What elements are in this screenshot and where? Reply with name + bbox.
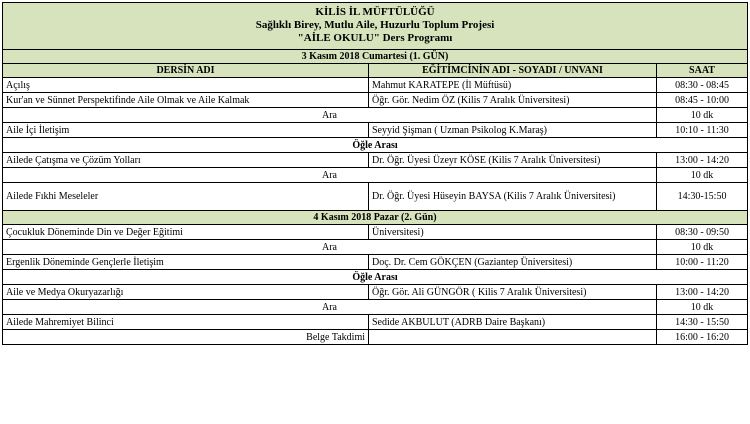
time-cell: 10:10 - 11:30 (657, 123, 748, 138)
time-cell: 08:30 - 09:50 (657, 225, 748, 240)
column-header-instructor: EĞİTİMCİNİN ADI - SOYADI / UNVANI (369, 64, 657, 78)
lesson-cell: Aile ve Medya Okuryazarlığı (3, 285, 369, 300)
time-cell: 14:30 - 15:50 (657, 315, 748, 330)
time-cell: 14:30-15:50 (657, 183, 748, 211)
break-cell: Ara (3, 300, 657, 315)
header-line1: KİLİS İL MÜFTÜLÜĞÜ (315, 6, 435, 18)
empty-cell (369, 330, 657, 345)
column-header-row (3, 64, 748, 78)
header-line2: Sağlıklı Birey, Mutlu Aile, Huzurlu Toplum Projesi (255, 19, 495, 31)
table-row (3, 108, 748, 123)
table-row (3, 78, 748, 93)
time-cell: 10 dk (657, 240, 748, 255)
table-row (3, 225, 748, 240)
table-row (3, 270, 748, 285)
instructor-cell: Öğr. Gör. Ali GÜNGÖR ( Kilis 7 Aralık Üniversitesi) (369, 285, 657, 300)
program-header (3, 3, 748, 50)
closing-cell: Belge Takdimi (3, 330, 369, 345)
header-line3: "AİLE OKULU" Ders Programı (297, 32, 453, 44)
column-header-time: SAAT (657, 64, 748, 78)
lesson-cell: Ailede Çatışma ve Çözüm Yolları (3, 153, 369, 168)
day-header-row (3, 211, 748, 225)
day-title: 4 Kasım 2018 Pazar (2. Gün) (3, 211, 748, 225)
time-cell: 10:00 - 11:20 (657, 255, 748, 270)
lesson-cell: Aile İçi İletişim (3, 123, 369, 138)
break-cell: Ara (3, 240, 657, 255)
instructor-cell: Seyyid Şişman ( Uzman Psikolog K.Maraş) (369, 123, 657, 138)
instructor-cell: Doç. Dr. Cem GÖKÇEN (Gaziantep Üniversitesi) (369, 255, 657, 270)
table-row (3, 183, 748, 211)
instructor-cell: Sedide AKBULUT (ADRB Daire Başkanı) (369, 315, 657, 330)
lesson-cell: Ailede Fıkhi Meseleler (3, 183, 369, 211)
time-cell: 08:45 - 10:00 (657, 93, 748, 108)
instructor-cell: Dr. Öğr. Üyesi Hüseyin BAYSA (Kilis 7 Aralık Üniversitesi) (369, 183, 657, 211)
table-row (3, 168, 748, 183)
lesson-cell: Çocukluk Döneminde Din ve Değer Eğitimi (3, 225, 369, 240)
table-row (3, 255, 748, 270)
instructor-cell: Üniversitesi) (369, 225, 657, 240)
table-row (3, 123, 748, 138)
time-cell: 10 dk (657, 108, 748, 123)
day-title: 3 Kasım 2018 Cumartesi (1. GÜN) (3, 50, 748, 64)
table-row (3, 330, 748, 345)
time-cell: 10 dk (657, 168, 748, 183)
table-row (3, 93, 748, 108)
column-header-lesson: DERSİN ADI (3, 64, 369, 78)
day-header-row (3, 50, 748, 64)
lesson-cell: Açılış (3, 78, 369, 93)
table-row (3, 285, 748, 300)
lunch-break-cell: Öğle Arası (3, 270, 748, 285)
break-cell: Ara (3, 168, 657, 183)
table-row (3, 153, 748, 168)
break-cell: Ara (3, 108, 657, 123)
table-row (3, 240, 748, 255)
instructor-cell: Dr. Öğr. Üyesi Üzeyr KÖSE (Kilis 7 Aralık Üniversitesi) (369, 153, 657, 168)
instructor-cell: Öğr. Gör. Nedim ÖZ (Kilis 7 Aralık Üniversitesi) (369, 93, 657, 108)
lesson-cell: Ailede Mahremiyet Bilinci (3, 315, 369, 330)
time-cell: 16:00 - 16:20 (657, 330, 748, 345)
table-row (3, 315, 748, 330)
time-cell: 08:30 - 08:45 (657, 78, 748, 93)
table-row (3, 138, 748, 153)
program-table (2, 2, 748, 345)
lesson-cell: Ergenlik Döneminde Gençlerle İletişim (3, 255, 369, 270)
instructor-cell: Mahmut KARATEPE (İl Müftüsü) (369, 78, 657, 93)
time-cell: 13:00 - 14:20 (657, 285, 748, 300)
lunch-break-cell: Öğle Arası (3, 138, 748, 153)
table-row (3, 300, 748, 315)
lesson-cell: Kur'an ve Sünnet Perspektifinde Aile Olmak ve Aile Kalmak (3, 93, 369, 108)
time-cell: 13:00 - 14:20 (657, 153, 748, 168)
time-cell: 10 dk (657, 300, 748, 315)
program-header-row (3, 3, 748, 50)
